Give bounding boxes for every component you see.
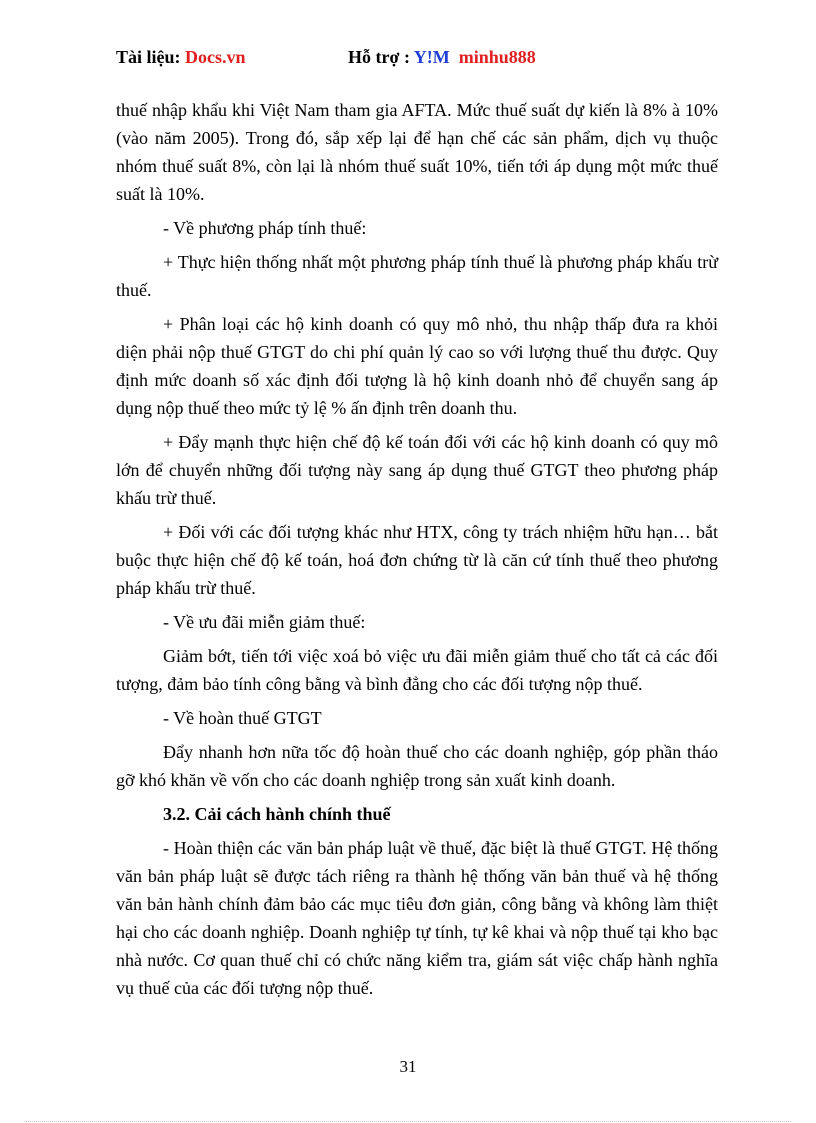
paragraph-accounting-regime: + Đẩy mạnh thực hiện chế độ kế toán đối với các hộ kinh doanh có quy mô lớn để chuyển những đối tượng này sang áp dụng thuế GTGT theo phương pháp khấu trừ thuế. <box>116 432 718 508</box>
header-support <box>348 47 536 68</box>
ym-username: minhu888 <box>458 47 536 67</box>
section-heading: 3.2. Cải cách hành chính thuế <box>163 804 391 824</box>
document-body <box>116 96 718 1002</box>
page-header <box>116 47 716 73</box>
paragraph-small-households: + Phân loại các hộ kinh doanh có quy mô nhỏ, thu nhập thấp đưa ra khỏi diện phải nộp thuế GTGT do chi phí quản lý cao so với lượng thuế thu được. Quy định mức doanh số xác định đối tượng là hộ kinh doanh nhỏ để chuyển sang áp dụng nộp thuế theo mức tỷ lệ % ấn định trên doanh thu. <box>116 314 718 418</box>
support-label: Hỗ trợ <box>348 47 400 67</box>
paragraph-legal-documents: - Hoàn thiện các văn bản pháp luật về thuế, đặc biệt là thuế GTGT. Hệ thống văn bản pháp luật sẽ được tách riêng ra thành hệ thống văn bản thuế và hệ thống văn bản hành chính đảm bảo các mục tiêu đơn giản, công bằng và không làm thiệt hại cho các doanh nghiệp. Doanh nghiệp tự tính, tự kê khai và nộp thuế tại kho bạc nhà nước. Cơ quan thuế chỉ có chức năng kiểm tra, giám sát việc chấp hành nghĩa vụ thuế của các đối tượng nộp thuế. <box>116 838 718 998</box>
paragraph-speed-refund: Đẩy nhanh hơn nữa tốc độ hoàn thuế cho các doanh nghiệp, góp phần tháo gỡ khó khăn về vốn cho các doanh nghiệp trong sản xuất kinh doanh. <box>116 742 718 790</box>
doc-site-link[interactable]: Docs.vn <box>185 47 246 67</box>
footer-divider <box>25 1121 791 1122</box>
paragraph-refund-heading: - Về hoàn thuế GTGT <box>163 708 322 728</box>
doc-separator: : <box>174 47 186 67</box>
support-separator: : <box>399 47 414 67</box>
ym-label: Y!M <box>413 47 450 67</box>
page-number: 31 <box>399 1057 417 1076</box>
paragraph-reduce-incentives: Giảm bớt, tiến tới việc xoá bỏ việc ưu đãi miễn giảm thuế cho tất cả các đối tượng, đảm bảo tính công bằng và bình đẳng cho các đối tượng nộp thuế. <box>116 646 718 694</box>
header-document-source <box>116 47 246 68</box>
doc-label: Tài liệu <box>116 47 175 67</box>
paragraph-other-entities: + Đối với các đối tượng khác như HTX, công ty trách nhiệm hữu hạn… bắt buộc thực hiện chế độ kế toán, hoá đơn chứng từ là căn cứ tính thuế theo phương pháp khấu trừ thuế. <box>116 522 718 598</box>
paragraph-tax-method-heading: - Về phương pháp tính thuế: <box>163 218 367 238</box>
paragraph-unify-method: + Thực hiện thống nhất một phương pháp tính thuế là phương pháp khấu trừ thuế. <box>116 252 718 300</box>
paragraph-continuation: thuế nhập khẩu khi Việt Nam tham gia AFTA. Mức thuế suất dự kiến là 8% à 10% (vào năm 2005). Trong đó, sắp xếp lại để hạn chế các sản phẩm, dịch vụ thuộc nhóm thuế suất 8%, còn lại là nhóm thuế suất 10%, tiến tới áp dụng một mức thuế suất là 10%. <box>116 100 718 204</box>
paragraph-incentives-heading: - Về ưu đãi miễn giảm thuế: <box>163 612 366 632</box>
